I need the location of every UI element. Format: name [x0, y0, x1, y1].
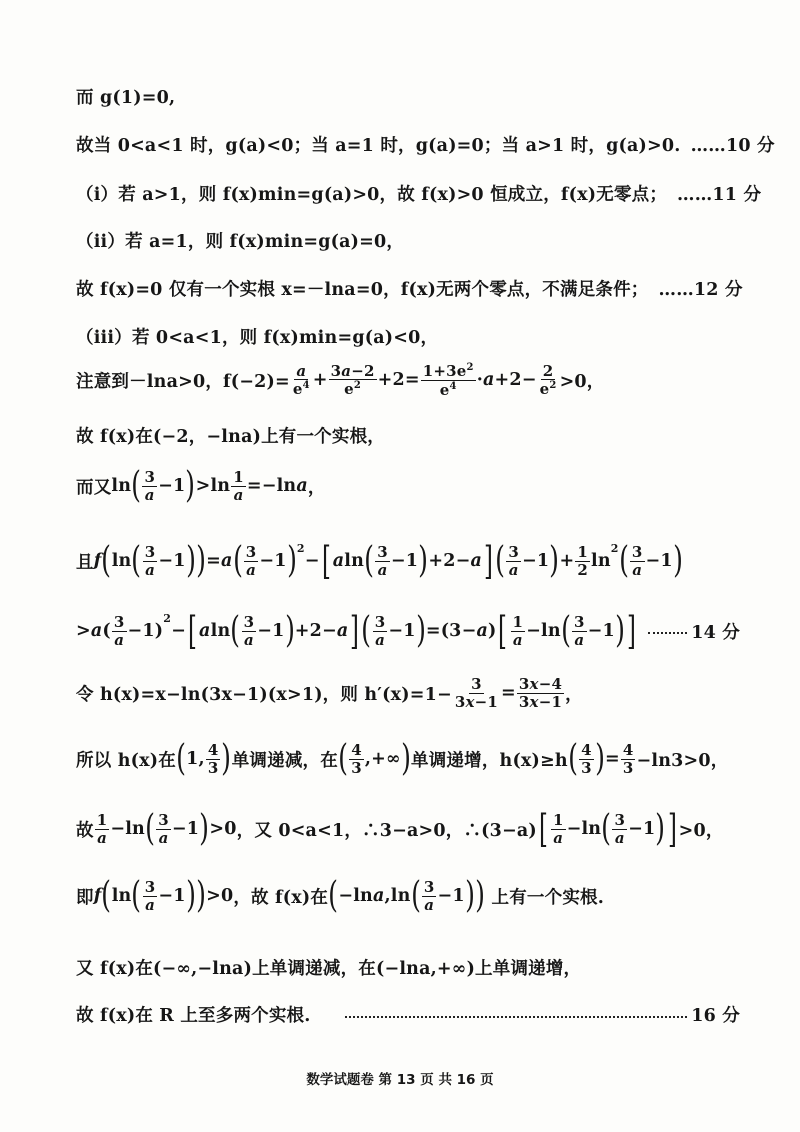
page-footer: 数学试题卷 第 13 页 共 16 页	[306, 1072, 494, 1088]
score-12: ……12 分	[658, 280, 743, 300]
line-case-ii-conclusion: 故 f(x)=0 仅有一个实根 x=－lna=0，f(x)无两个零点，不满足条件； ……12 分	[76, 276, 740, 301]
line-g1: 而 g(1)=0,	[76, 88, 176, 108]
dot-leader	[648, 632, 687, 634]
score-16: 16 分	[691, 1006, 740, 1026]
line-case-iii: （iii）若 0<a<1，则 f(x)min=g(a)<0，	[76, 328, 439, 348]
line-h-def: 令 h(x)=x−ln(3x−1)(x>1)，则 h′(x)=1− $\frac{3}{3x-1}$ = $\frac{3x-4}{3x-1}$ ，	[76, 675, 583, 711]
frac-3a-2: $\frac{3a-2}{e^2}$	[330, 361, 375, 398]
line-inequality-14: > a ( $\frac{3}{a}$ −1) $^2$ − [ a ln ( $\frac{3}{a}$ −1 ) +2− a ] ( $\frac{3}{a}$ −1 ) =(3− a ) [ $\frac{1}{a}$ −ln ( $\frac{3}{a}$ −1 ) ] 14 分	[76, 609, 740, 653]
score-10: ……10 分	[690, 136, 775, 156]
score-14: 14 分	[691, 622, 740, 643]
line-cases-g: 故当 0<a<1 时，g(a)<0；当 a=1 时，g(a)=0；当 a>1 时，g(a)>0. ……10 分	[76, 132, 740, 157]
line-f-ln-expand: 且 f ( ln ( $\frac{3}{a}$ −1 ) ) = a ( $\frac{3}{a}$ −1 ) $^2$ − [ a ln ( $\frac{3}{a}$ −1 ) +2− a ] ( $\frac{3}{a}$ −1 ) + $\frac{1}{2}$ ln $^2$ ( $\frac{3}{a}$ −1 )	[76, 539, 683, 583]
line-f-minus2: 注意到－lna>0，f(−2)= $\frac{a}{e^4}$ + $\frac{3a-2}{e^2}$ +2= $\frac{1+3e^2}{e^4}$ · a +2− $\frac{2}{e^2}$ >0，	[76, 361, 605, 399]
line-case-ii: （ii）若 a=1，则 f(x)min=g(a)=0，	[76, 232, 405, 252]
line-ln-compare: 而又 ln ( $\frac{3}{a}$ −1 ) >ln $\frac{1}{a}$ =−ln a ，	[76, 465, 326, 506]
line-case-i: （i）若 a>1，则 f(x)min=g(a)>0，故 f(x)>0 恒成立，f(x)无零点； ……11 分	[76, 181, 740, 206]
score-11: ……11 分	[677, 185, 762, 205]
line-final: 故 f(x)在 R 上至多两个实根. 16 分	[76, 1002, 740, 1027]
frac-2-e2: $\frac{2}{e^2}$	[539, 361, 557, 398]
frac-a-e4: $\frac{a}{e^4}$	[292, 361, 310, 398]
line-conclusion-positive: 故 $\frac{1}{a}$ −ln ( $\frac{3}{a}$ −1 ) >0 ，又 0<a<1，∴3−a>0，∴(3−a) [ $\frac{1}{a}$ −ln ( $\frac{3}{a}$ −1 ) ] >0，	[76, 807, 724, 851]
dot-leader-16	[345, 1016, 688, 1018]
frac-1-3e2: $\frac{1+3e^2}{e^4}$	[422, 362, 474, 399]
line-monotone-f: 又 f(x)在(−∞,−lna)上单调递减，在(−lna,+∞)上单调递增，	[76, 959, 582, 979]
line-root-found: 即 f ( ln ( $\frac{3}{a}$ −1 ) ) >0 ，故 f(x)在 ( −ln a ,ln ( $\frac{3}{a}$ −1 ) ) 上有一个实根.	[76, 875, 605, 916]
line-h-monotone: 所以 h(x)在 ( 1, $\frac{4}{3}$ ) 单调递减，在 ( $\frac{4}{3}$ ,+∞ ) 单调递增，h(x)≥h ( $\frac{4}{3}$ ) = $\frac{4}{3}$ −ln3>0，	[76, 738, 729, 779]
line-root-interval: 故 f(x)在(−2，−lna)上有一个实根，	[76, 427, 385, 447]
